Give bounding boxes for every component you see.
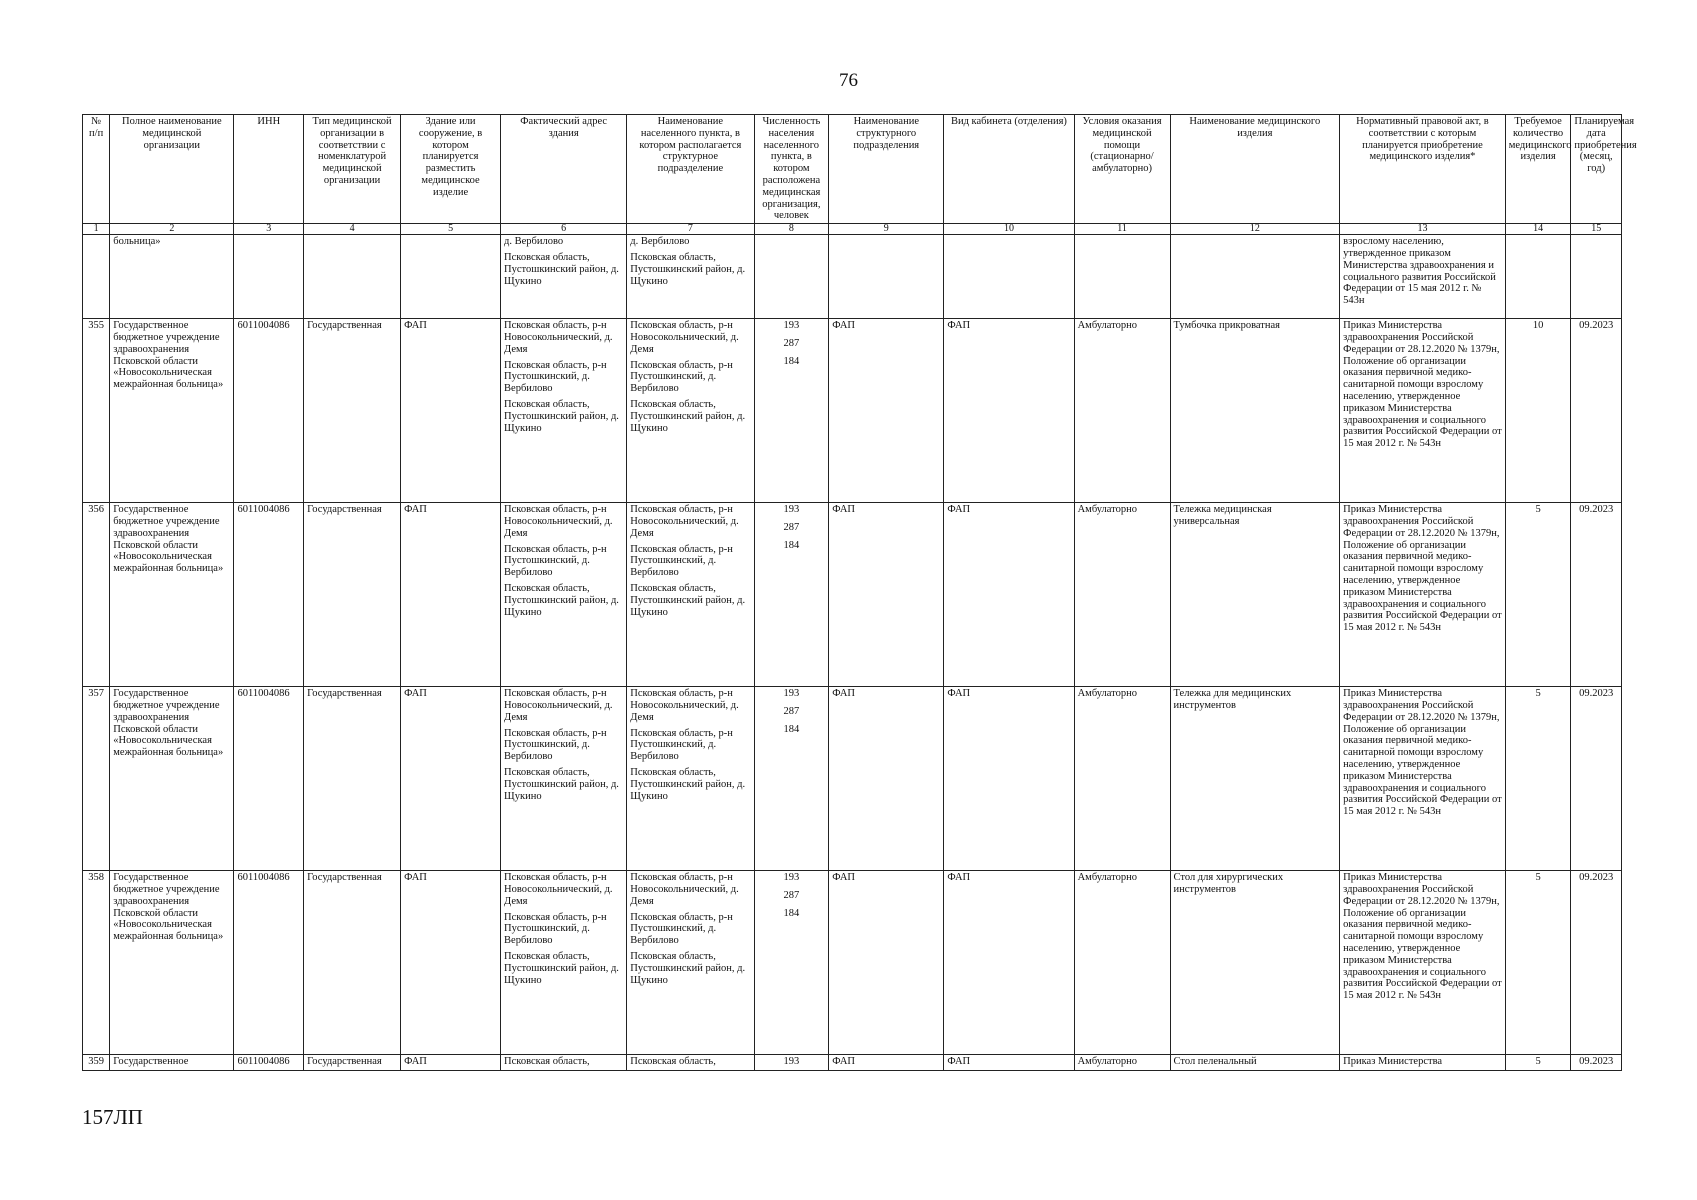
column-number: 13 [1340, 224, 1506, 235]
cell-num: 357 [83, 687, 110, 871]
footer-code: 157ЛП [82, 1105, 143, 1129]
cell-num: 359 [83, 1055, 110, 1071]
table-row [83, 871, 1622, 1055]
cell-building: ФАП [401, 687, 501, 871]
cell-date: 09.2023 [1571, 1055, 1622, 1071]
table-row [83, 1055, 1622, 1071]
cell-num: 358 [83, 871, 110, 1055]
column-number: 7 [627, 224, 754, 235]
cell-quantity: 5 [1505, 687, 1571, 871]
cell-inn: 6011004086 [234, 503, 304, 687]
address-line: Псковская область, р-н Новосокольнический, д. Демя [504, 872, 613, 907]
cell-device: Тумбочка прикроватная [1170, 319, 1340, 503]
cell-cabinet: ФАП [944, 319, 1074, 503]
cell-settlement [627, 319, 754, 503]
cell-quantity: 5 [1505, 503, 1571, 687]
column-number-row [83, 224, 1622, 235]
cell-cabinet: ФАП [944, 1055, 1074, 1071]
population-value: 184 [783, 723, 800, 735]
cell-conditions [1074, 235, 1170, 319]
cell-date: 09.2023 [1571, 503, 1622, 687]
cell-inn: 6011004086 [234, 871, 304, 1055]
cell-num: 355 [83, 319, 110, 503]
cell-unit: ФАП [829, 503, 944, 687]
cell-population [754, 503, 829, 687]
column-number: 3 [234, 224, 304, 235]
cell-unit: ФАП [829, 319, 944, 503]
column-number: 4 [304, 224, 401, 235]
population-value: 193 [783, 688, 800, 700]
column-number: 5 [401, 224, 501, 235]
address-line: Псковская область, р-н Пустошкинский, д. Вербилово [504, 727, 607, 763]
column-number: 2 [110, 224, 234, 235]
settlement-line: Псковская область, р-н Пустошкинский, д. Вербилово [630, 543, 733, 579]
cell-type: Государственная [304, 503, 401, 687]
settlement-line: Псковская область, р-н Пустошкинский, д. Вербилово [630, 911, 733, 947]
cell-population [754, 319, 829, 503]
cell-org: больница» [110, 235, 234, 319]
cell-settlement [627, 687, 754, 871]
column-number: 9 [829, 224, 944, 235]
cell-unit [829, 235, 944, 319]
cell-unit: ФАП [829, 687, 944, 871]
cell-conditions: Амбулаторно [1074, 319, 1170, 503]
header-cell: Наименование медицинского изделия [1170, 115, 1340, 224]
cell-inn: 6011004086 [234, 687, 304, 871]
cell-address: Псковская область, [501, 1055, 627, 1071]
cell-quantity: 5 [1505, 871, 1571, 1055]
header-cell: Нормативный правовой акт, в соответствии с которым планируется приобретение медицинского изделия* [1340, 115, 1506, 224]
cell-org: Государственное бюджетное учреждение здравоохранения Псковской области «Новосокольническая межрайонная больница» [110, 687, 234, 871]
header-cell: Наименование населенного пункта, в котором располагается структурное подразделение [627, 115, 754, 224]
settlement-line: Псковская область, р-н Новосокольнический, д. Демя [630, 320, 739, 355]
cell-inn [234, 235, 304, 319]
cell-cabinet: ФАП [944, 871, 1074, 1055]
header-cell: ИНН [234, 115, 304, 224]
cell-cabinet: ФАП [944, 687, 1074, 871]
header-cell: Численность населения населенного пункта, в котором расположена медицинская организация, человек [754, 115, 829, 224]
cell-device: Тележка для медицинских инструментов [1170, 687, 1340, 871]
table-row [83, 503, 1622, 687]
cell-conditions: Амбулаторно [1074, 1055, 1170, 1071]
cell-building [401, 235, 501, 319]
cell-address [501, 503, 627, 687]
cell-legal-act: Приказ Министерства здравоохранения Российской Федерации от 28.12.2020 № 1379н, Положение об организации оказания первичной медико-санитарной помощи взрослому населению, утвержденное приказом Министерства здравоохранения и социального развития Российской Федерации от 15 мая 2012 г. № 543н [1340, 503, 1506, 687]
cell-conditions: Амбулаторно [1074, 687, 1170, 871]
settlement-line: Псковская область, Пустошкинский район, д. Щукино [630, 766, 746, 802]
population-value: 193 [783, 320, 800, 332]
settlement-line: Псковская область, р-н Новосокольнический, д. Демя [630, 872, 739, 907]
cell-date: 09.2023 [1571, 319, 1622, 503]
table-row [83, 687, 1622, 871]
column-number: 11 [1074, 224, 1170, 235]
settlement-line: д. Вербилово [630, 236, 690, 248]
cell-device: Стол пеленальный [1170, 1055, 1340, 1071]
header-cell: Планируемая дата приобретения (месяц, год) [1571, 115, 1622, 224]
address-line: д. Вербилово [504, 236, 564, 248]
population-value: 193 [783, 872, 800, 884]
population-value: 287 [783, 705, 800, 717]
page-number: 76 [839, 70, 858, 91]
settlement-line: Псковская область, р-н Новосокольнический, д. Демя [630, 688, 739, 723]
header-cell: Полное наименование медицинской организации [110, 115, 234, 224]
cell-legal-act: Приказ Министерства здравоохранения Российской Федерации от 28.12.2020 № 1379н, Положение об организации оказания первичной медико-санитарной помощи взрослому населению, утвержденное приказом Министерства здравоохранения и социального развития Российской Федерации от 15 мая 2012 г. № 543н [1340, 871, 1506, 1055]
cell-type: Государственная [304, 1055, 401, 1071]
cell-org: Государственное бюджетное учреждение здравоохранения Псковской области «Новосокольническая межрайонная больница» [110, 319, 234, 503]
settlement-line: Псковская область, Пустошкинский район, д. Щукино [630, 398, 746, 434]
header-cell: Фактический адрес здания [501, 115, 627, 224]
address-line: Псковская область, Пустошкинский район, д. Щукино [504, 766, 619, 802]
settlement-line: Псковская область, Пустошкинский район, д. Щукино [630, 950, 746, 986]
cell-device: Стол для хирургических инструментов [1170, 871, 1340, 1055]
cell-date: 09.2023 [1571, 687, 1622, 871]
column-number: 10 [944, 224, 1074, 235]
medical-equipment-table [82, 114, 1637, 1071]
cell-unit: ФАП [829, 1055, 944, 1071]
cell-address [501, 871, 627, 1055]
cell-unit: ФАП [829, 871, 944, 1055]
settlement-line: Псковская область, р-н Новосокольнический, д. Демя [630, 504, 739, 539]
cell-building: ФАП [401, 503, 501, 687]
header-cell: Наименование структурного подразделения [829, 115, 944, 224]
address-line: Псковская область, р-н Пустошкинский, д. Вербилово [504, 543, 607, 579]
header-cell: № п/п [83, 115, 110, 224]
cell-type: Государственная [304, 319, 401, 503]
settlement-line: Псковская область, Пустошкинский район, д. Щукино [630, 251, 746, 287]
population-value: 287 [783, 521, 800, 533]
cell-device [1170, 235, 1340, 319]
header-row [83, 115, 1622, 224]
address-line: Псковская область, Пустошкинский район, д. Щукино [504, 950, 619, 986]
address-line: Псковская область, р-н Новосокольнический, д. Демя [504, 688, 613, 723]
cell-date [1571, 235, 1622, 319]
address-line: Псковская область, Пустошкинский район, д. Щукино [504, 398, 619, 434]
continuation-row [83, 235, 1622, 319]
cell-type [304, 235, 401, 319]
cell-settlement [627, 871, 754, 1055]
settlement-line: Псковская область, р-н Пустошкинский, д. Вербилово [630, 727, 733, 763]
cell-inn: 6011004086 [234, 319, 304, 503]
cell-legal-act: взрослому населению, утвержденное приказом Министерства здравоохранения и социального развития Российской Федерации от 15 мая 2012 г. № 543н [1340, 235, 1506, 319]
cell-type: Государственная [304, 687, 401, 871]
table-row [83, 319, 1622, 503]
cell-quantity [1505, 235, 1571, 319]
header-cell: Вид кабинета (отделения) [944, 115, 1074, 224]
cell-date: 09.2023 [1571, 871, 1622, 1055]
address-line: Псковская область, р-н Пустошкинский, д. Вербилово [504, 359, 607, 395]
population-value: 287 [783, 889, 800, 901]
column-number: 14 [1505, 224, 1571, 235]
cell-building: ФАП [401, 1055, 501, 1071]
cell-address [501, 687, 627, 871]
cell-address [501, 235, 627, 319]
address-line: Псковская область, Пустошкинский район, д. Щукино [504, 251, 619, 287]
column-number: 6 [501, 224, 627, 235]
cell-legal-act: Приказ Министерства здравоохранения Российской Федерации от 28.12.2020 № 1379н, Положение об организации оказания первичной медико-санитарной помощи взрослому населению, утвержденное приказом Министерства здравоохранения и социального развития Российской Федерации от 15 мая 2012 г. № 543н [1340, 319, 1506, 503]
cell-settlement [627, 235, 754, 319]
header-cell: Тип медицинской организации в соответствии с номенклатурой медицинской организации [304, 115, 401, 224]
cell-inn: 6011004086 [234, 1055, 304, 1071]
header-cell: Условия оказания медицинской помощи (стационарно/ амбулаторно) [1074, 115, 1170, 224]
cell-org: Государственное бюджетное учреждение здравоохранения Псковской области «Новосокольническая межрайонная больница» [110, 871, 234, 1055]
cell-population [754, 235, 829, 319]
cell-address [501, 319, 627, 503]
cell-population [754, 687, 829, 871]
cell-device: Тележка медицинская универсальная [1170, 503, 1340, 687]
population-value: 193 [783, 504, 800, 516]
cell-building: ФАП [401, 319, 501, 503]
cell-type: Государственная [304, 871, 401, 1055]
address-line: Псковская область, Пустошкинский район, д. Щукино [504, 582, 619, 618]
cell-population [754, 871, 829, 1055]
cell-building: ФАП [401, 871, 501, 1055]
cell-population: 193 [754, 1055, 829, 1071]
column-number: 1 [83, 224, 110, 235]
address-line: Псковская область, р-н Новосокольнический, д. Демя [504, 504, 613, 539]
cell-num: 356 [83, 503, 110, 687]
settlement-line: Псковская область, р-н Пустошкинский, д. Вербилово [630, 359, 733, 395]
column-number: 8 [754, 224, 829, 235]
cell-cabinet: ФАП [944, 503, 1074, 687]
cell-legal-act: Приказ Министерства здравоохранения Российской Федерации от 28.12.2020 № 1379н, Положение об организации оказания первичной медико-санитарной помощи взрослому населению, утвержденное приказом Министерства здравоохранения и социального развития Российской Федерации от 15 мая 2012 г. № 543н [1340, 687, 1506, 871]
cell-settlement [627, 503, 754, 687]
cell-conditions: Амбулаторно [1074, 871, 1170, 1055]
cell-num [83, 235, 110, 319]
cell-quantity: 10 [1505, 319, 1571, 503]
header-cell: Здание или сооружение, в котором планируется разместить медицинское изделие [401, 115, 501, 224]
cell-org: Государственное бюджетное учреждение здравоохранения Псковской области «Новосокольническая межрайонная больница» [110, 503, 234, 687]
cell-quantity: 5 [1505, 1055, 1571, 1071]
header-cell: Требуемое количество медицинского изделия [1505, 115, 1571, 224]
address-line: Псковская область, р-н Пустошкинский, д. Вербилово [504, 911, 607, 947]
population-value: 184 [783, 539, 800, 551]
cell-settlement: Псковская область, [627, 1055, 754, 1071]
settlement-line: Псковская область, Пустошкинский район, д. Щукино [630, 582, 746, 618]
cell-legal-act: Приказ Министерства [1340, 1055, 1506, 1071]
column-number: 12 [1170, 224, 1340, 235]
column-number: 15 [1571, 224, 1622, 235]
population-value: 184 [783, 907, 800, 919]
cell-conditions: Амбулаторно [1074, 503, 1170, 687]
population-value: 184 [783, 355, 800, 367]
address-line: Псковская область, р-н Новосокольнический, д. Демя [504, 320, 613, 355]
cell-cabinet [944, 235, 1074, 319]
population-value: 287 [783, 337, 800, 349]
cell-org: Государственное [110, 1055, 234, 1071]
